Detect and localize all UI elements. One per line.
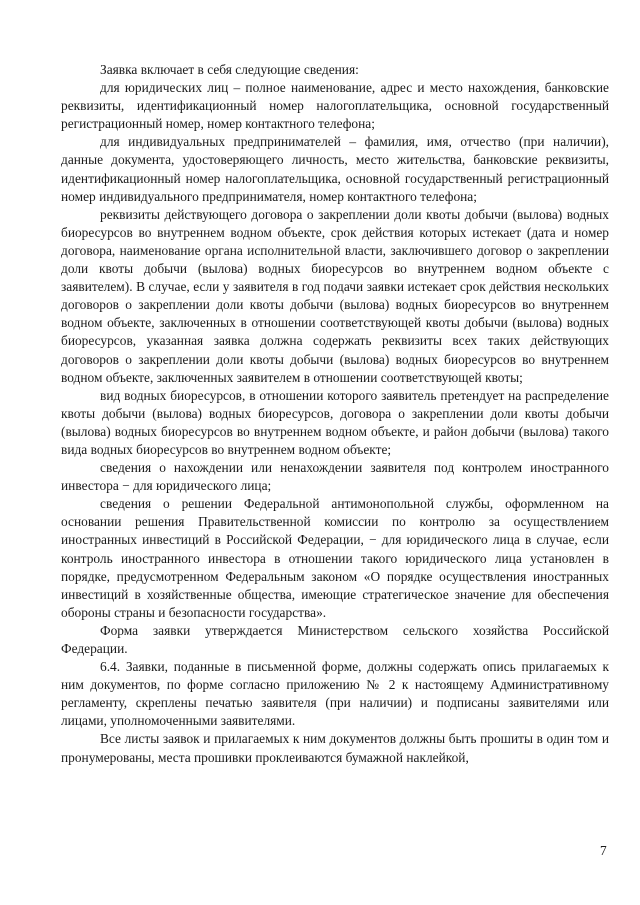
paragraph-form-approval: Форма заявки утверждается Министерством сельского хозяйства Российской Федерации.	[61, 622, 609, 656]
paragraph-binding: Все листы заявок и прилагаемых к ним документов должны быть прошиты в один том и пронумерованы, места прошивки проклеиваются бумажной наклейкой,	[61, 731, 609, 765]
body-text	[61, 61, 609, 767]
paragraph-legal-entities: для юридических лиц – полное наименование, адрес и место нахождения, банковские реквизиты, идентификационный номер налогоплательщика, основной государственный регистрационный номер, номер контактного телефона;	[61, 80, 609, 132]
paragraph-intro: Заявка включает в себя следующие сведения:	[100, 62, 359, 77]
paragraph-fas-decision: сведения о решении Федеральной антимонопольной службы, оформленном на основании решения Правительственной комиссии по контролю за осуществлением иностранных инвестиций в Российской Федерации, − для юридического лица в случае, если контроль иностранного инвестора в отношении такого юридического лица установлен в порядке, предусмотренном Федеральным законом «О порядке осуществления иностранных инвестиций в хозяйственные общества, имеющие стратегическое значение для обеспечения обороны страны и безопасности государства».	[61, 496, 609, 620]
paragraph-bioresource-type: вид водных биоресурсов, в отношении которого заявитель претендует на распределение квоты добычи (вылова) водных биоресурсов, договора о закреплении доли квоты добычи (вылова) водных биоресурсов во внутреннем водном объекте, и район добычи (вылова) такого вида водных биоресурсов во внутреннем водном объекте;	[61, 387, 609, 457]
paragraph-section-6-4: 6.4. Заявки, поданные в письменной форме, должны содержать опись прилагаемых к ним документов, по форме согласно приложению № 2 к настоящему Административному регламенту, скреплены печатью заявителя (при наличии) и подписаны заявителями или лицами, уполномоченными заявителями.	[61, 659, 609, 729]
page-number: 7	[600, 843, 607, 858]
paragraph-foreign-control: сведения о нахождении или ненахождении заявителя под контролем иностранного инвестора − для юридического лица;	[61, 460, 609, 494]
paragraph-contract-details: реквизиты действующего договора о закреплении доли квоты добычи (вылова) водных биоресурсов во внутреннем водном объекте, срок действия которых истекает (дата и номер договора, наименование органа исполнительной власти, заключившего договор о закреплении доли квоты добычи (вылова) водных биоресурсов во внутреннем водном объекте с заявителем). В случае, если у заявителя в год подачи заявки истекает срок действия нескольких договоров о закреплении доли квоты добычи (вылова) водных биоресурсов во внутреннем водном объекте, заключенных в отношении соответствующей квоты добычи (вылова) водных биоресурсов, указанная заявка должна содержать реквизиты всех таких действующих договоров о закреплении доли квоты добычи (вылова) водных биоресурсов во внутреннем водном объекте, заключенных заявителем в отношении соответствующей квоты;	[61, 206, 609, 385]
paragraph-individual-entrepreneurs: для индивидуальных предпринимателей – фамилия, имя, отчество (при наличии), данные документа, удостоверяющего личность, место жительства, банковские реквизиты, идентификационный номер налогоплательщика, основной государственный регистрационный номер индивидуального предпринимателя, номер контактного телефона;	[61, 134, 609, 204]
